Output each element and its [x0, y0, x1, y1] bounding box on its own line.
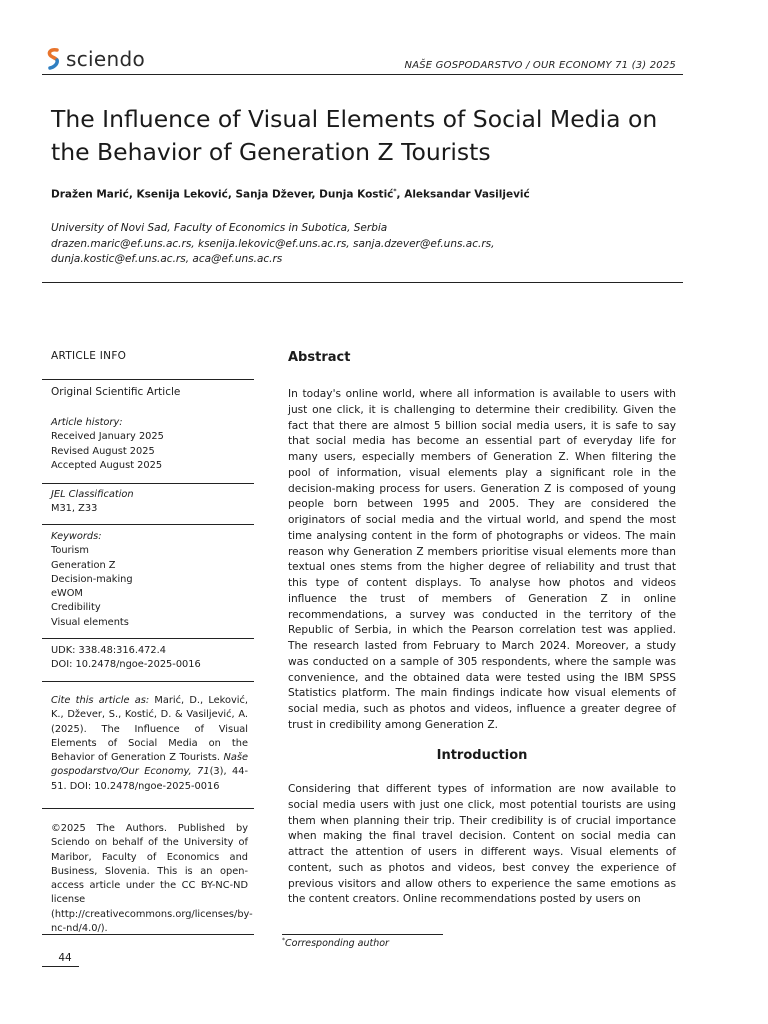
abstract-text: In today's online world, where all information is available to users with just one click, it is challenging to determine their credibility. Given the fact that there are almost 5 billion social media users, it is safe to say that social media has become an essential part of everyday life for many users, especially members of Generation Z. When filtering the pool of information, visual elements play a significant role in the decision-making process for users. Generation Z is composed of young people born between 1995 and 2005. They are considered the originators of social media and the virtual world, and spend the most time analysing content in the form of photographs or videos. The main reason why Generation Z members prioritise visual elements more than textual ones stems from the higher degree of reliability and trust that this type of content displays. To analyse how photos and videos influence the trust of members of Generation Z in online recommendations, a survey was conducted in the territory of the Republic of Serbia, in which the Pearson correlation test was applied. The research lasted from February to March 2024. Moreover, a study was conducted on a sample of 305 respondents, where the sample was convenience, and the obtained data were tested using the IBM SPSS Statistics platform. The main findings indicate how visual elements of social media, such as photos and videos, influence a greater degree of trust in credibility among Generation Z.	[288, 388, 676, 731]
side-divider	[42, 483, 254, 484]
article-info-heading: ARTICLE INFO	[51, 350, 127, 362]
keyword: Credibility	[51, 602, 101, 614]
keyword: eWOM	[51, 588, 83, 600]
side-divider	[42, 681, 254, 682]
header-divider	[42, 74, 683, 75]
identifiers	[51, 644, 248, 673]
received-date: Received January 2025	[51, 431, 164, 443]
sciendo-logo-icon	[46, 48, 62, 70]
authors-after: , Aleksandar Vasiljević	[396, 188, 530, 201]
history-label: Article history:	[51, 417, 123, 428]
side-divider	[42, 524, 254, 525]
page-number: 44	[58, 952, 72, 964]
citation	[51, 694, 248, 794]
keyword: Tourism	[51, 545, 89, 557]
affiliation-emails-2: dunja.kostic@ef.uns.ac.rs, aca@ef.uns.ac.rs	[51, 253, 283, 265]
journal-header: NAŠE GOSPODARSTVO / OUR ECONOMY 71 (3) 2025	[404, 60, 676, 71]
sciendo-logo	[46, 47, 145, 71]
side-divider	[42, 808, 254, 809]
affiliation-institution: University of Novi Sad, Faculty of Economics in Subotica, Serbia	[51, 222, 388, 234]
page-number-rule	[42, 966, 79, 967]
affiliation-emails-1: drazen.maric@ef.uns.ac.rs, ksenija.lekovic@ef.uns.ac.rs, sanja.dzever@ef.uns.ac.rs,	[51, 237, 495, 250]
side-divider	[42, 379, 254, 380]
jel-label: JEL Classification	[51, 489, 134, 500]
cite-journal: Naše gospodarstvo/Our Economy,	[51, 752, 248, 778]
logo-text: sciendo	[66, 47, 145, 71]
jel-codes: M31, Z33	[51, 503, 98, 515]
footnote-divider	[282, 934, 443, 935]
introduction-text: Considering that different types of information are now available to social media users with just one click, most potential tourists are using them when planning their trip. Their credibility is of crucial importance when making the final travel decision. Content on social media can attract the attention of users in different ways. Visual elements of content, such as photos and videos, best convey the experience of previous visitors and allow others to experience the same emotions as the content creators. Online recommendations posted by users on	[288, 783, 676, 906]
footnote-mark: *	[282, 937, 285, 944]
abstract-heading: Abstract	[288, 350, 351, 365]
keywords	[51, 530, 248, 630]
side-divider	[42, 638, 254, 639]
affiliation-divider	[42, 282, 683, 283]
doi: DOI: 10.2478/ngoe-2025-0016	[51, 659, 201, 671]
footnote	[282, 937, 389, 949]
license-notice: ©2025 The Authors. Published by Sciendo on behalf of the University of Maribor, Faculty of Economics and Business, Slovenia. This is an open-access article under the CC BY-NC-ND license (http://creativecommons.org/licenses/by-nc-nd/4.0/).	[51, 823, 253, 935]
corresponding-mark: *	[393, 188, 397, 195]
paper-title: The Influence of Visual Elements of Social Media on the Behavior of Generation Z Tourists	[51, 105, 658, 166]
side-divider	[42, 934, 254, 935]
cite-text: Marić, D., Leković, K., Džever, S., Kostić, D. & Vasiljević, A. (2025). The Influence of Visual Elements of Social Media on the Behavior of Generation Z Tourists.	[51, 695, 248, 764]
cite-label: Cite this article as:	[51, 695, 150, 706]
cite-volume: 71	[197, 766, 210, 778]
authors	[51, 188, 530, 201]
keyword: Decision-making	[51, 573, 133, 585]
udk: UDK: 338.48:316.472.4	[51, 645, 166, 656]
keyword: Generation Z	[51, 559, 116, 571]
article-history	[51, 416, 248, 473]
revised-date: Revised August 2025	[51, 445, 155, 457]
article-type: Original Scientific Article	[51, 386, 181, 398]
affiliation	[51, 221, 494, 268]
jel-classification	[51, 488, 248, 517]
introduction-heading: Introduction	[436, 748, 528, 763]
footnote-text: Corresponding author	[285, 938, 389, 950]
cite-pages: (3), 44-51.	[51, 766, 248, 792]
authors-before: Dražen Marić, Ksenija Leković, Sanja Džever, Dunja Kostić	[51, 188, 394, 201]
keywords-label: Keywords:	[51, 531, 102, 542]
cite-doi: DOI: 10.2478/ngoe-2025-0016	[69, 780, 220, 792]
keyword: Visual elements	[51, 616, 129, 628]
accepted-date: Accepted August 2025	[51, 459, 163, 471]
